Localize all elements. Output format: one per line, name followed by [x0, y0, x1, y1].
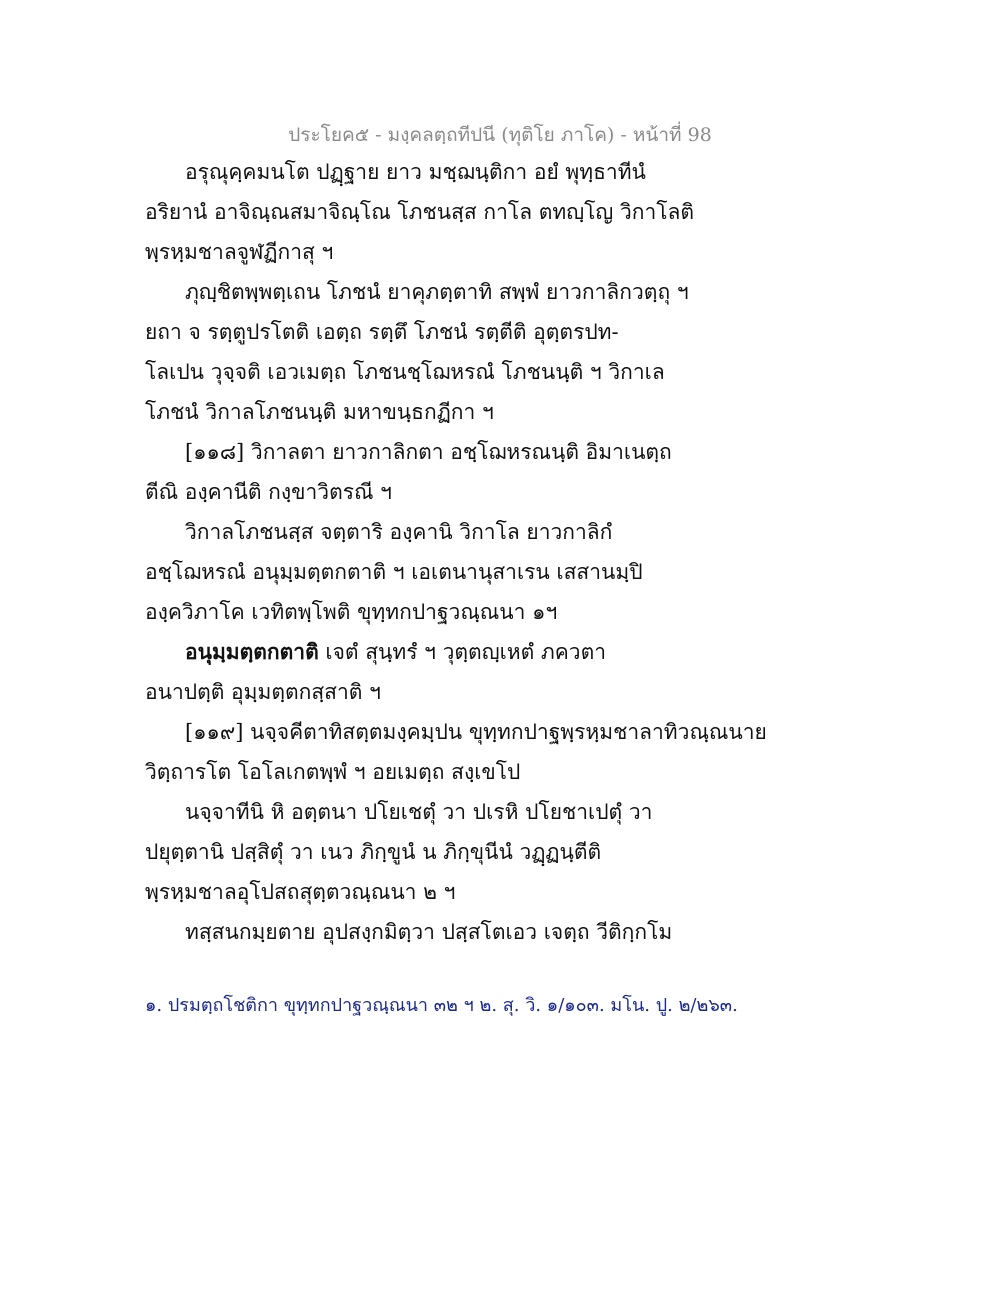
text-line: [185, 637, 606, 667]
text-line: อนาปตฺติ อุมฺมตฺตกสฺสาติ ฯ: [145, 680, 381, 704]
text-line: ภุญฺชิตพฺพตฺเถน โภชนํ ยาคุภตฺตาทิ สพฺพํ ยาวกาลิกวตฺถุ ฯ: [185, 280, 689, 304]
text-line: พฺรหฺมชาลอุโปสถสุตฺตวณฺณนา ๒ ฯ: [145, 880, 456, 904]
text-line: องฺควิภาโค เวทิตพฺโพติ ขุทฺทกปาฐวณฺณนา ๑ฯ: [145, 600, 558, 624]
text-line: พฺรหฺมชาลจูฬฏีกาสุ ฯ: [145, 240, 334, 264]
text-line: ทสฺสนกมฺยตาย อุปสงฺกมิตฺวา ปสฺสโตเอว เจตฺถ วีติกฺกโม: [185, 920, 673, 944]
text-line: โลเปน วุจฺจติ เอวเมตฺถ โภชนชฺโฌหรณํ โภชนนฺติ ฯ วิกาเล: [145, 360, 665, 384]
text-line: [๑๑๘] วิกาลตา ยาวกาลิกตา อชฺโฌหรณนฺติ อิมาเนตฺถ: [185, 440, 672, 464]
text-line: ปยุตฺตานิ ปสฺสิตุํ วา เนว ภิกฺขูนํ น ภิกฺขุนีนํ วฏฺฏนฺตีติ: [145, 840, 602, 864]
text-line: [๑๑๙] นจฺจคีตาทิสตฺตมงฺคมฺปน ขุทฺทกปาฐพฺรหฺมชาลาทิวณฺณนาย: [185, 720, 767, 744]
text-line: อชฺโฌหรณํ อนุมฺมตฺตกตาติ ฯ เอเตนานุสาเรน เสสานมฺปิ: [145, 560, 643, 584]
footnote: ๑. ปรมตฺถโชติกา ขุทฺทกปาฐวณฺณนา ๓๒ ฯ ๒. สุ. วิ. ๑/๑๐๓. มโน. ปู. ๒/๒๖๓.: [145, 995, 738, 1016]
bold-term: อนุมฺมตฺตกตาติ: [185, 639, 319, 664]
text-line: อริยานํ อาจิณฺณสมาจิณฺโณ โภชนสฺส กาโล ตทญฺโญ วิกาโลติ: [145, 200, 695, 224]
text-line: นจฺจาทีนิ หิ อตฺตนา ปโยเชตุํ วา ปเรหิ ปโยชาเปตุํ วา: [185, 800, 653, 824]
text-line-rest: เจตํ สุนฺทรํ ฯ วุตฺตญฺเหตํ ภควตา: [318, 640, 607, 664]
text-line: โภชนํ วิกาลโภชนนฺติ มหาขนฺธกฏีกา ฯ: [145, 400, 494, 424]
text-line: อรุณุคฺคมนโต ปฏฺฐาย ยาว มชฺฌนฺติกา อยํ พุทฺธาทีนํ: [185, 160, 646, 184]
page-header: ประโยค๕ - มงฺคลตฺถทีปนี (ทุติโย ภาโค) - หน้าที่ 98: [288, 124, 712, 146]
text-line: ตีณิ องฺคานีติ กงฺขาวิตรณี ฯ: [145, 480, 392, 504]
text-line: วิกาลโภชนสฺส จตฺตาริ องฺคานิ วิกาโล ยาวกาลิกํ: [185, 520, 613, 544]
text-line: วิตฺถารโต โอโลเกตพฺพํ ฯ อยเมตฺถ สงฺเขโป: [145, 760, 521, 784]
text-line: ยถา จ รตฺตูปรโตติ เอตฺถ รตฺตึ โภชนํ รตฺตีติ อุตฺตรปท-: [145, 320, 619, 344]
